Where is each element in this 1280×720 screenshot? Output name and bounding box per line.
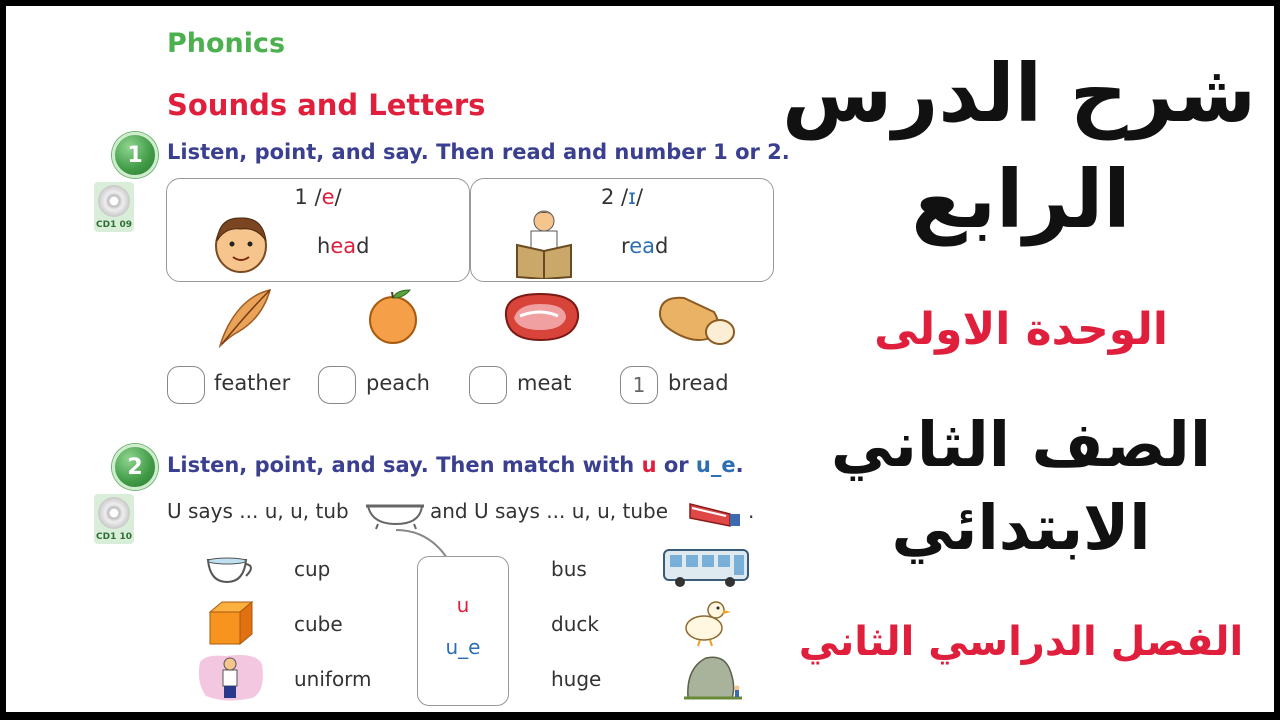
word-peach: peach — [366, 371, 430, 395]
bus-icon — [662, 546, 750, 590]
unit-title: الوحدة الاولى — [874, 304, 1168, 355]
cube-icon — [206, 600, 256, 646]
example-word-head: head — [317, 234, 370, 258]
option-u[interactable]: u — [456, 593, 470, 617]
sound-1-label: 1 /e/ — [294, 185, 342, 209]
subject-title: Phonics — [167, 28, 286, 59]
example-word-read: read — [621, 234, 669, 258]
uniform-icon — [196, 652, 266, 702]
section-heading: Sounds and Letters — [167, 88, 486, 122]
grade-line1: الصف الثاني — [830, 408, 1212, 481]
lesson-title-line1: شرح الدرس — [781, 47, 1256, 140]
toothpaste-tube-icon — [686, 494, 748, 534]
term-title: الفصل الدراسي الثاني — [798, 619, 1244, 665]
option-u-e[interactable]: u_e — [445, 635, 481, 659]
sound-card-1 — [166, 178, 470, 282]
word-uniform: uniform — [294, 667, 372, 691]
number-box-bread[interactable]: 1 — [620, 366, 658, 404]
bread-icon — [654, 288, 738, 348]
word-duck: duck — [551, 612, 599, 636]
word-cup: cup — [294, 557, 331, 581]
word-feather: feather — [214, 371, 291, 395]
meat-icon — [500, 288, 584, 346]
duck-icon — [680, 596, 732, 648]
sound-2-label: 2 /ɪ/ — [600, 185, 644, 209]
bathtub-icon — [364, 494, 426, 530]
sentence-tub: U says ... u, u, tub — [167, 499, 349, 523]
match-box — [417, 556, 509, 706]
lesson-title-line2: الرابع — [911, 153, 1131, 246]
exercise-1-badge: 1 — [112, 132, 158, 178]
grade-line2: الابتدائي — [891, 491, 1151, 564]
exercise-2-instruction: Listen, point, and say. Then match with u or u_e. — [167, 453, 744, 477]
word-meat: meat — [517, 371, 572, 395]
sentence-end: . — [748, 499, 755, 523]
huge-rock-icon — [682, 650, 744, 702]
number-box-feather[interactable] — [167, 366, 205, 404]
word-cube: cube — [294, 612, 343, 636]
page — [6, 6, 1274, 712]
word-bus: bus — [551, 557, 587, 581]
reading-man-icon — [509, 207, 579, 279]
exercise-2-badge: 2 — [112, 444, 158, 490]
sound-card-2 — [470, 178, 774, 282]
feather-icon — [214, 286, 276, 348]
peach-icon — [366, 284, 422, 346]
word-bread: bread — [668, 371, 729, 395]
cd-icon[interactable]: CD1 10 — [94, 494, 134, 544]
number-box-peach[interactable] — [318, 366, 356, 404]
cup-icon — [202, 554, 260, 588]
cd-icon[interactable]: CD1 09 — [94, 182, 134, 232]
boy-face-icon — [211, 213, 271, 275]
word-huge: huge — [551, 667, 602, 691]
number-box-meat[interactable] — [469, 366, 507, 404]
sentence-tube: and U says ... u, u, tube — [430, 499, 668, 523]
exercise-1-instruction: Listen, point, and say. Then read and number 1 or 2. — [167, 140, 790, 164]
